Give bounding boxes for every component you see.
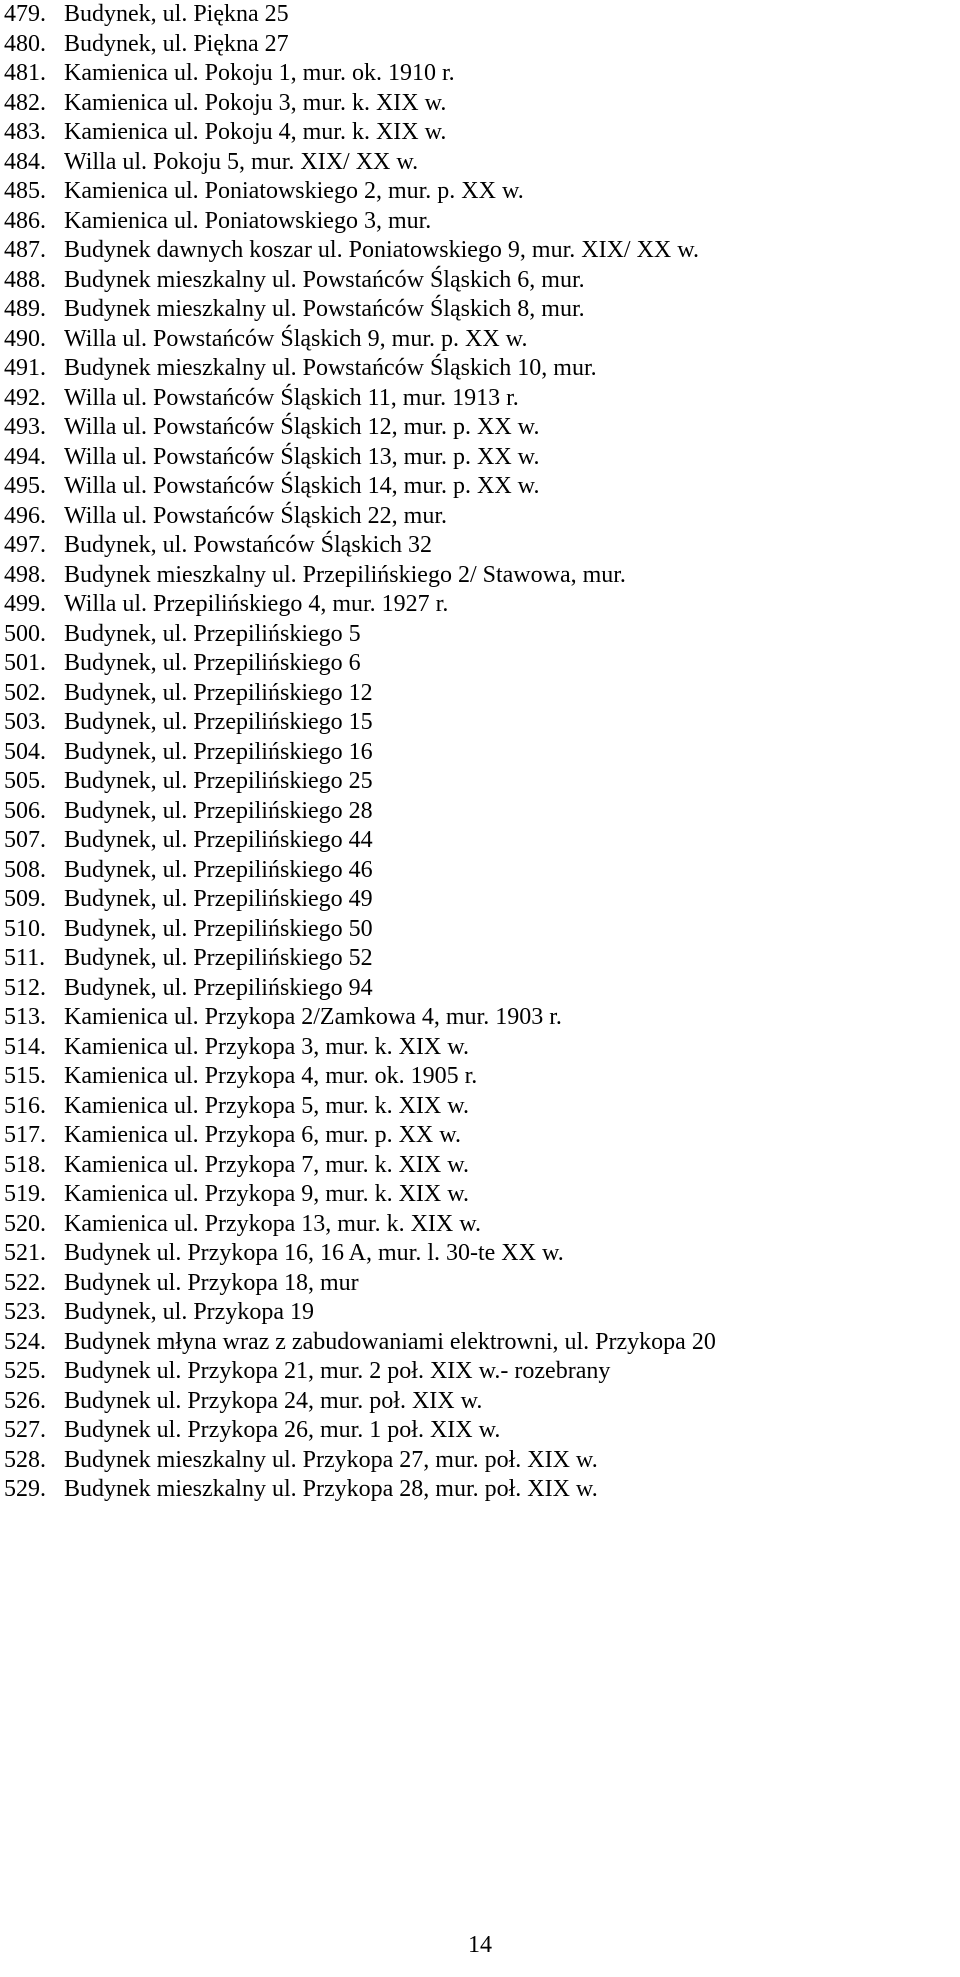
entry-text: Budynek, ul. Przepilińskiego 49 bbox=[64, 886, 373, 912]
entry-text: Kamienica ul. Przykopa 2/Zamkowa 4, mur. 1903 r. bbox=[64, 1004, 562, 1030]
entry-text: Budynek, ul. Piękna 25 bbox=[64, 1, 289, 27]
entry-number: 514. bbox=[4, 1033, 46, 1060]
entry-number: 482. bbox=[4, 89, 46, 116]
list-item bbox=[0, 1121, 960, 1151]
entry-text: Kamienica ul. Przykopa 13, mur. k. XIX w. bbox=[64, 1210, 482, 1237]
entry-number: 508. bbox=[4, 856, 46, 883]
list-item bbox=[0, 472, 960, 502]
list-item bbox=[0, 679, 960, 709]
entry-text: Budynek, ul. Powstańców Śląskich 32 bbox=[64, 532, 432, 558]
entry-text: Budynek młyna wraz z zabudowaniami elektrowni, ul. Przykopa 20 bbox=[64, 1328, 716, 1355]
list-item bbox=[0, 1328, 960, 1358]
list-item bbox=[0, 354, 960, 384]
entry-text: Budynek, ul. Przepilińskiego 44 bbox=[64, 827, 373, 853]
entry-number: 492. bbox=[4, 384, 46, 411]
entry-number: 502. bbox=[4, 679, 46, 706]
entry-number: 512. bbox=[4, 974, 46, 1001]
entry-text: Budynek mieszkalny ul. Przepilińskiego 2/ Stawowa, mur. bbox=[64, 561, 626, 588]
list-item bbox=[0, 1003, 960, 1033]
entry-number: 503. bbox=[4, 709, 46, 735]
list-item bbox=[0, 1180, 960, 1210]
entry-text: Kamienica ul. Przykopa 9, mur. k. XIX w. bbox=[64, 1181, 470, 1207]
entry-number: 486. bbox=[4, 207, 46, 234]
entry-number: 481. bbox=[4, 60, 46, 86]
entry-number: 526. bbox=[4, 1387, 46, 1414]
list-item bbox=[0, 1033, 960, 1063]
list-item bbox=[0, 797, 960, 827]
entry-text: Kamienica ul. Pokoju 3, mur. k. XIX w. bbox=[64, 89, 447, 116]
list-item bbox=[0, 767, 960, 797]
list-item bbox=[0, 0, 960, 30]
entry-text: Willa ul. Powstańców Śląskich 22, mur. bbox=[64, 502, 448, 529]
entry-text: Budynek ul. Przykopa 18, mur bbox=[64, 1269, 359, 1296]
entry-text: Budynek, ul. Przepilińskiego 15 bbox=[64, 709, 373, 735]
entry-text: Budynek mieszkalny ul. Przykopa 27, mur. poł. XIX w. bbox=[64, 1446, 598, 1473]
list-item bbox=[0, 531, 960, 561]
entry-text: Budynek, ul. Przepilińskiego 46 bbox=[64, 856, 373, 883]
list-item bbox=[0, 413, 960, 443]
list-item bbox=[0, 1062, 960, 1092]
entry-number: 489. bbox=[4, 296, 46, 322]
list-item bbox=[0, 1151, 960, 1181]
entry-number: 493. bbox=[4, 414, 46, 440]
entry-text: Willa ul. Pokoju 5, mur. XIX/ XX w. bbox=[64, 148, 419, 175]
list-item bbox=[0, 708, 960, 738]
list-item bbox=[0, 30, 960, 60]
entry-number: 480. bbox=[4, 30, 46, 57]
entry-text: Kamienica ul. Pokoju 4, mur. k. XIX w. bbox=[64, 119, 447, 145]
entry-number: 528. bbox=[4, 1446, 46, 1473]
list-item bbox=[0, 1357, 960, 1387]
list-item bbox=[0, 826, 960, 856]
list-item bbox=[0, 561, 960, 591]
entry-text: Budynek, ul. Przepilińskiego 5 bbox=[64, 620, 361, 647]
list-item bbox=[0, 295, 960, 325]
list-item bbox=[0, 590, 960, 620]
entry-number: 517. bbox=[4, 1122, 46, 1148]
entry-text: Willa ul. Powstańców Śląskich 11, mur. 1913 r. bbox=[64, 384, 519, 411]
entry-number: 529. bbox=[4, 1476, 46, 1502]
entry-number: 522. bbox=[4, 1269, 46, 1296]
list-item bbox=[0, 1239, 960, 1269]
entry-number: 520. bbox=[4, 1210, 46, 1237]
list-item bbox=[0, 266, 960, 296]
entry-number: 496. bbox=[4, 502, 46, 529]
entry-number: 499. bbox=[4, 591, 46, 617]
entry-text: Willa ul. Powstańców Śląskich 14, mur. p. XX w. bbox=[64, 473, 540, 499]
entry-number: 523. bbox=[4, 1299, 46, 1325]
entry-number: 509. bbox=[4, 886, 46, 912]
entry-number: 515. bbox=[4, 1063, 46, 1089]
entry-text: Budynek, ul. Przepilińskiego 94 bbox=[64, 974, 373, 1001]
list-item bbox=[0, 148, 960, 178]
entry-number: 500. bbox=[4, 620, 46, 647]
list-item bbox=[0, 915, 960, 945]
entry-text: Willa ul. Powstańców Śląskich 9, mur. p. XX w. bbox=[64, 325, 528, 352]
entry-text: Kamienica ul. Poniatowskiego 2, mur. p. XX w. bbox=[64, 178, 524, 204]
list-item bbox=[0, 1446, 960, 1476]
list-item bbox=[0, 59, 960, 89]
entry-text: Budynek, ul. Przepilińskiego 52 bbox=[64, 945, 373, 971]
list-item bbox=[0, 856, 960, 886]
list-item bbox=[0, 325, 960, 355]
list-item bbox=[0, 443, 960, 473]
entry-number: 484. bbox=[4, 148, 46, 175]
entry-text: Willa ul. Przepilińskiego 4, mur. 1927 r. bbox=[64, 591, 449, 617]
entry-number: 524. bbox=[4, 1328, 46, 1355]
list-item bbox=[0, 620, 960, 650]
list-item bbox=[0, 974, 960, 1004]
entry-number: 525. bbox=[4, 1358, 46, 1384]
entry-number: 506. bbox=[4, 797, 46, 824]
entry-number: 488. bbox=[4, 266, 46, 293]
entry-number: 485. bbox=[4, 178, 46, 204]
entry-text: Kamienica ul. Przykopa 4, mur. ok. 1905 r. bbox=[64, 1063, 478, 1089]
entry-text: Budynek ul. Przykopa 16, 16 A, mur. l. 30-te XX w. bbox=[64, 1240, 564, 1266]
entry-number: 511. bbox=[4, 945, 46, 971]
entry-number: 518. bbox=[4, 1151, 46, 1178]
entry-text: Budynek mieszkalny ul. Przykopa 28, mur. poł. XIX w. bbox=[64, 1476, 598, 1502]
entry-text: Budynek mieszkalny ul. Powstańców Śląskich 8, mur. bbox=[64, 296, 585, 322]
entry-number: 527. bbox=[4, 1417, 46, 1443]
entry-text: Kamienica ul. Poniatowskiego 3, mur. bbox=[64, 207, 432, 234]
entry-text: Budynek mieszkalny ul. Powstańców Śląskich 10, mur. bbox=[64, 355, 597, 381]
entry-text: Budynek dawnych koszar ul. Poniatowskiego 9, mur. XIX/ XX w. bbox=[64, 237, 700, 263]
entry-text: Kamienica ul. Przykopa 5, mur. k. XIX w. bbox=[64, 1092, 470, 1119]
list-item bbox=[0, 384, 960, 414]
list-item bbox=[0, 885, 960, 915]
entry-number: 494. bbox=[4, 443, 46, 470]
entry-number: 490. bbox=[4, 325, 46, 352]
list-item bbox=[0, 1298, 960, 1328]
entry-number: 497. bbox=[4, 532, 46, 558]
entry-text: Budynek, ul. Przepilińskiego 25 bbox=[64, 768, 373, 794]
entry-number: 491. bbox=[4, 355, 46, 381]
entry-text: Budynek, ul. Przepilińskiego 12 bbox=[64, 679, 373, 706]
entry-text: Budynek ul. Przykopa 24, mur. poł. XIX w. bbox=[64, 1387, 483, 1414]
list-item bbox=[0, 118, 960, 148]
list-item bbox=[0, 1092, 960, 1122]
entry-number: 504. bbox=[4, 738, 46, 765]
entry-number: 495. bbox=[4, 473, 46, 499]
page-number: 14 bbox=[468, 1932, 492, 1958]
entry-text: Budynek ul. Przykopa 21, mur. 2 poł. XIX w.- rozebrany bbox=[64, 1358, 611, 1384]
list-item bbox=[0, 502, 960, 532]
entry-number: 510. bbox=[4, 915, 46, 942]
list-item bbox=[0, 944, 960, 974]
entry-text: Willa ul. Powstańców Śląskich 13, mur. p. XX w. bbox=[64, 443, 540, 470]
list-item bbox=[0, 89, 960, 119]
list-item bbox=[0, 1210, 960, 1240]
entry-text: Kamienica ul. Przykopa 6, mur. p. XX w. bbox=[64, 1122, 462, 1148]
entry-text: Kamienica ul. Przykopa 3, mur. k. XIX w. bbox=[64, 1033, 470, 1060]
list-item bbox=[0, 1269, 960, 1299]
entry-number: 501. bbox=[4, 650, 46, 676]
entry-number: 507. bbox=[4, 827, 46, 853]
entry-number: 487. bbox=[4, 237, 46, 263]
list-item bbox=[0, 738, 960, 768]
list-item bbox=[0, 1387, 960, 1417]
entry-number: 519. bbox=[4, 1181, 46, 1207]
entry-text: Kamienica ul. Pokoju 1, mur. ok. 1910 r. bbox=[64, 60, 455, 86]
entry-text: Budynek, ul. Piękna 27 bbox=[64, 30, 289, 57]
list-item bbox=[0, 207, 960, 237]
list-item bbox=[0, 177, 960, 207]
entry-text: Budynek, ul. Przepilińskiego 16 bbox=[64, 738, 373, 765]
entry-text: Budynek, ul. Przykopa 19 bbox=[64, 1299, 314, 1325]
entry-text: Kamienica ul. Przykopa 7, mur. k. XIX w. bbox=[64, 1151, 470, 1178]
entry-number: 483. bbox=[4, 119, 46, 145]
entry-text: Budynek mieszkalny ul. Powstańców Śląskich 6, mur. bbox=[64, 266, 585, 293]
entry-number: 516. bbox=[4, 1092, 46, 1119]
entry-number: 505. bbox=[4, 768, 46, 794]
list-item bbox=[0, 649, 960, 679]
entry-number: 521. bbox=[4, 1240, 46, 1266]
entry-text: Budynek, ul. Przepilińskiego 28 bbox=[64, 797, 373, 824]
entry-number: 498. bbox=[4, 561, 46, 588]
entry-number: 479. bbox=[4, 1, 46, 27]
entry-number: 513. bbox=[4, 1004, 46, 1030]
entry-text: Budynek, ul. Przepilińskiego 6 bbox=[64, 650, 361, 676]
entry-text: Willa ul. Powstańców Śląskich 12, mur. p. XX w. bbox=[64, 414, 540, 440]
list-item bbox=[0, 1475, 960, 1505]
list-item bbox=[0, 1416, 960, 1446]
list-item bbox=[0, 236, 960, 266]
entry-text: Budynek ul. Przykopa 26, mur. 1 poł. XIX w. bbox=[64, 1417, 501, 1443]
entry-text: Budynek, ul. Przepilińskiego 50 bbox=[64, 915, 373, 942]
